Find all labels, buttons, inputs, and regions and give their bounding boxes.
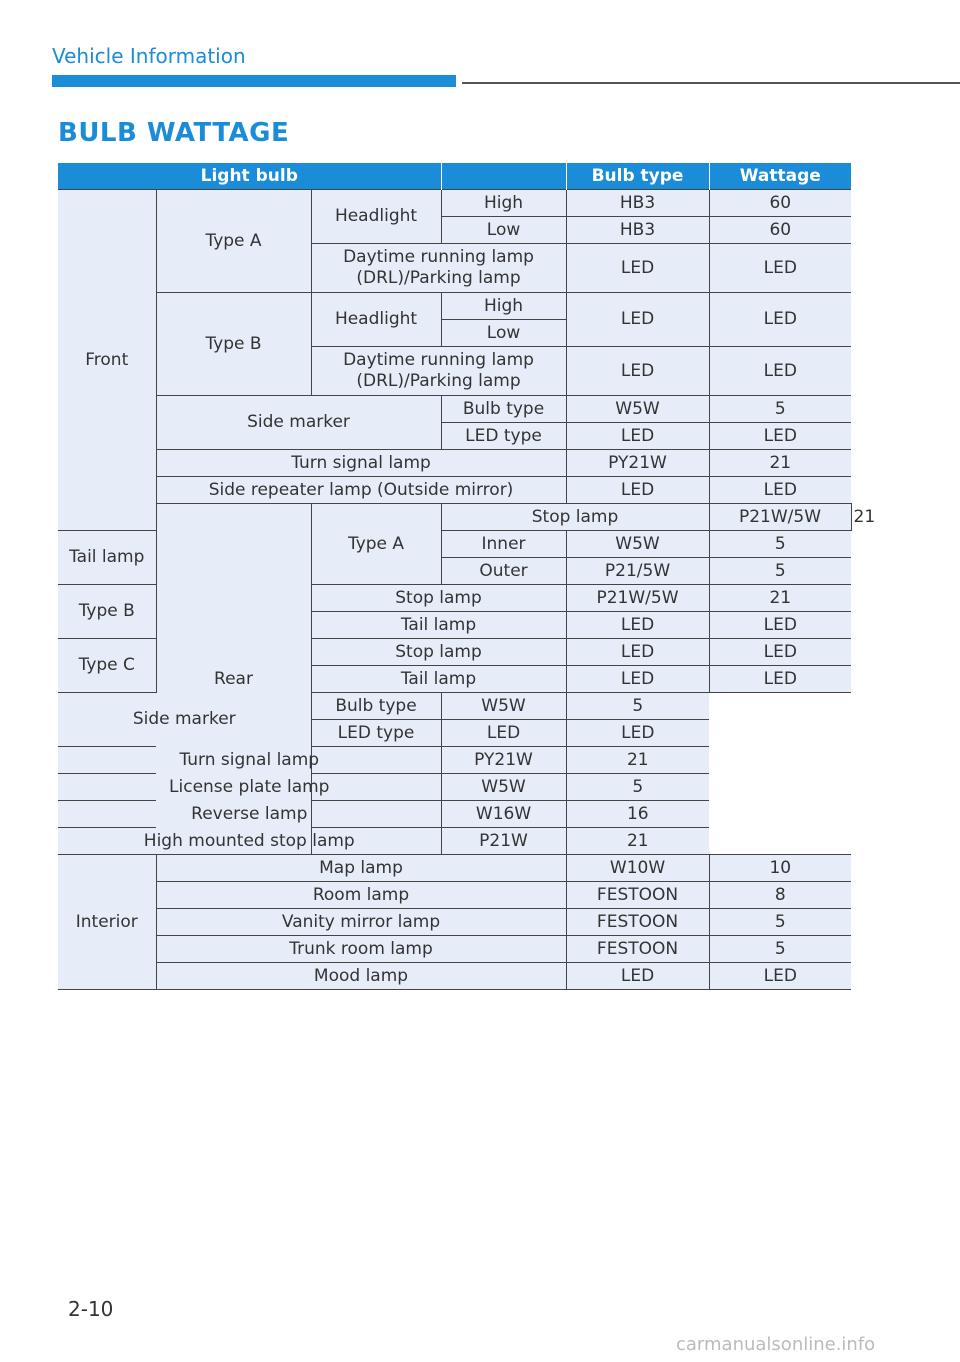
wattage-cell: LED: [709, 423, 851, 450]
bulb-wattage-table: [58, 163, 876, 990]
page-title: BULB WATTAGE: [58, 118, 290, 148]
wattage-cell: LED: [709, 639, 851, 666]
rear-high-mounted: High mounted stop lamp: [58, 828, 441, 855]
bulb-type-cell: P21W/5W: [566, 585, 709, 612]
bulb-type-cell: P21/5W: [566, 558, 709, 585]
front-side-repeater: Side repeater lamp (Outside mirror): [156, 477, 566, 504]
rear-a-tail-outer: Outer: [441, 558, 566, 585]
front-type-b: Type B: [156, 293, 311, 396]
rear-type-a: Type A: [311, 504, 441, 585]
wattage-cell: LED: [709, 347, 851, 396]
rear-a-tail-inner: Inner: [441, 531, 566, 558]
wattage-cell: 21: [566, 828, 709, 855]
bulb-type-cell: W5W: [566, 396, 709, 423]
bulb-type-cell: LED: [566, 666, 709, 693]
interior-mood: Mood lamp: [156, 963, 566, 990]
table-row: [58, 936, 851, 963]
wattage-cell: 21: [566, 747, 709, 774]
wattage-cell: LED: [709, 963, 851, 990]
wattage-cell: LED: [709, 293, 851, 347]
bulb-type-cell: FESTOON: [566, 882, 709, 909]
bulb-type-cell: LED: [566, 347, 709, 396]
front-b-low: Low: [441, 320, 566, 347]
front-side-marker-bulb: Bulb type: [441, 396, 566, 423]
wattage-cell: 21: [709, 585, 851, 612]
bulb-type-cell: W5W: [566, 531, 709, 558]
table-row: [58, 855, 851, 882]
table-row: [58, 190, 851, 217]
group-front: Front: [58, 190, 156, 531]
rear-b-stop: Stop lamp: [311, 585, 566, 612]
header-rule: [462, 82, 960, 84]
column-header-wattage: Wattage: [709, 163, 851, 190]
wattage-cell: 60: [709, 190, 851, 217]
table-row: [58, 828, 851, 855]
bulb-type-cell: FESTOON: [566, 936, 709, 963]
wattage-cell: 5: [566, 693, 709, 720]
rear-a-stop: Stop lamp: [441, 504, 709, 531]
table-row: [58, 293, 851, 320]
wattage-cell: 5: [709, 909, 851, 936]
wattage-cell: LED: [566, 720, 709, 747]
bulb-type-cell: PY21W: [566, 450, 709, 477]
bulb-type-cell: LED: [566, 612, 709, 639]
column-header-bulb-type: Bulb type: [566, 163, 709, 190]
rear-turn-signal: Turn signal lamp: [58, 747, 441, 774]
page-number: 2-10: [68, 1297, 114, 1321]
table-row: [58, 450, 851, 477]
bulb-type-cell: LED: [566, 639, 709, 666]
column-header-blank: [441, 163, 566, 190]
front-b-headlight: Headlight: [311, 293, 441, 347]
bulb-type-cell: LED: [566, 423, 709, 450]
front-b-drl: Daytime running lamp (DRL)/Parking lamp: [311, 347, 566, 396]
bulb-type-cell: LED: [566, 477, 709, 504]
section-title: Vehicle Information: [52, 44, 246, 68]
rear-b-tail: Tail lamp: [311, 612, 566, 639]
table-row: [58, 747, 851, 774]
front-side-marker: Side marker: [156, 396, 441, 450]
wattage-cell: LED: [709, 477, 851, 504]
bulb-type-cell: W5W: [441, 693, 566, 720]
wattage-cell: 21: [709, 450, 851, 477]
watermark: carmanualsonline.info: [676, 1334, 876, 1355]
interior-map: Map lamp: [156, 855, 566, 882]
table-header-row: [58, 163, 851, 190]
rear-side-marker-bulb: Bulb type: [311, 693, 441, 720]
bulb-type-cell: LED: [566, 293, 709, 347]
interior-vanity: Vanity mirror lamp: [156, 909, 566, 936]
front-side-marker-led: LED type: [441, 423, 566, 450]
bulb-type-cell: P21W/5W: [709, 504, 851, 531]
front-a-drl: Daytime running lamp (DRL)/Parking lamp: [311, 244, 566, 293]
bulb-type-cell: PY21W: [441, 747, 566, 774]
interior-trunk: Trunk room lamp: [156, 936, 566, 963]
wattage-cell: 10: [709, 855, 851, 882]
bulb-type-cell: W16W: [441, 801, 566, 828]
front-a-low: Low: [441, 217, 566, 244]
interior-room: Room lamp: [156, 882, 566, 909]
wattage-cell: 16: [566, 801, 709, 828]
bulb-type-cell: LED: [566, 963, 709, 990]
rear-type-b: Type B: [58, 585, 156, 639]
wattage-cell: 8: [709, 882, 851, 909]
front-a-headlight: Headlight: [311, 190, 441, 244]
front-b-high: High: [441, 293, 566, 320]
rear-side-marker-led: LED type: [311, 720, 441, 747]
bulb-type-cell: LED: [441, 720, 566, 747]
wattage-cell: LED: [709, 612, 851, 639]
table-row: [58, 774, 851, 801]
header-bar: [52, 75, 456, 87]
table-row: [58, 801, 851, 828]
table-row: [58, 909, 851, 936]
rear-c-stop: Stop lamp: [311, 639, 566, 666]
wattage-cell: 60: [709, 217, 851, 244]
rear-type-c: Type C: [58, 639, 156, 693]
front-a-high: High: [441, 190, 566, 217]
table-row: [58, 882, 851, 909]
bulb-type-cell: HB3: [566, 190, 709, 217]
bulb-type-cell: W10W: [566, 855, 709, 882]
table-row: [58, 477, 851, 504]
group-rear: Rear: [156, 504, 311, 855]
bulb-type-cell: FESTOON: [566, 909, 709, 936]
wattage-cell: 5: [709, 531, 851, 558]
wattage-cell: 5: [709, 558, 851, 585]
wattage-cell: 5: [709, 936, 851, 963]
table-row: Rear Type A Stop lamp P21W/5W 21: [58, 504, 851, 531]
rear-c-tail: Tail lamp: [311, 666, 566, 693]
wattage-cell: LED: [709, 244, 851, 293]
bulb-type-cell: LED: [566, 244, 709, 293]
bulb-type-cell: HB3: [566, 217, 709, 244]
front-turn-signal: Turn signal lamp: [156, 450, 566, 477]
table-row: [58, 963, 851, 990]
wattage-cell: LED: [709, 666, 851, 693]
rear-reverse: Reverse lamp: [58, 801, 441, 828]
front-type-a: Type A: [156, 190, 311, 293]
wattage-cell: 5: [709, 396, 851, 423]
group-interior: Interior: [58, 855, 156, 990]
bulb-type-cell: P21W: [441, 828, 566, 855]
rear-license-plate: License plate lamp: [58, 774, 441, 801]
column-header-light-bulb: Light bulb: [58, 163, 441, 190]
table-row: [58, 693, 851, 720]
rear-a-tail: Tail lamp: [58, 531, 156, 585]
wattage-cell: 5: [566, 774, 709, 801]
bulb-type-cell: W5W: [441, 774, 566, 801]
table-row: [58, 396, 851, 423]
rear-side-marker: Side marker: [58, 693, 311, 747]
